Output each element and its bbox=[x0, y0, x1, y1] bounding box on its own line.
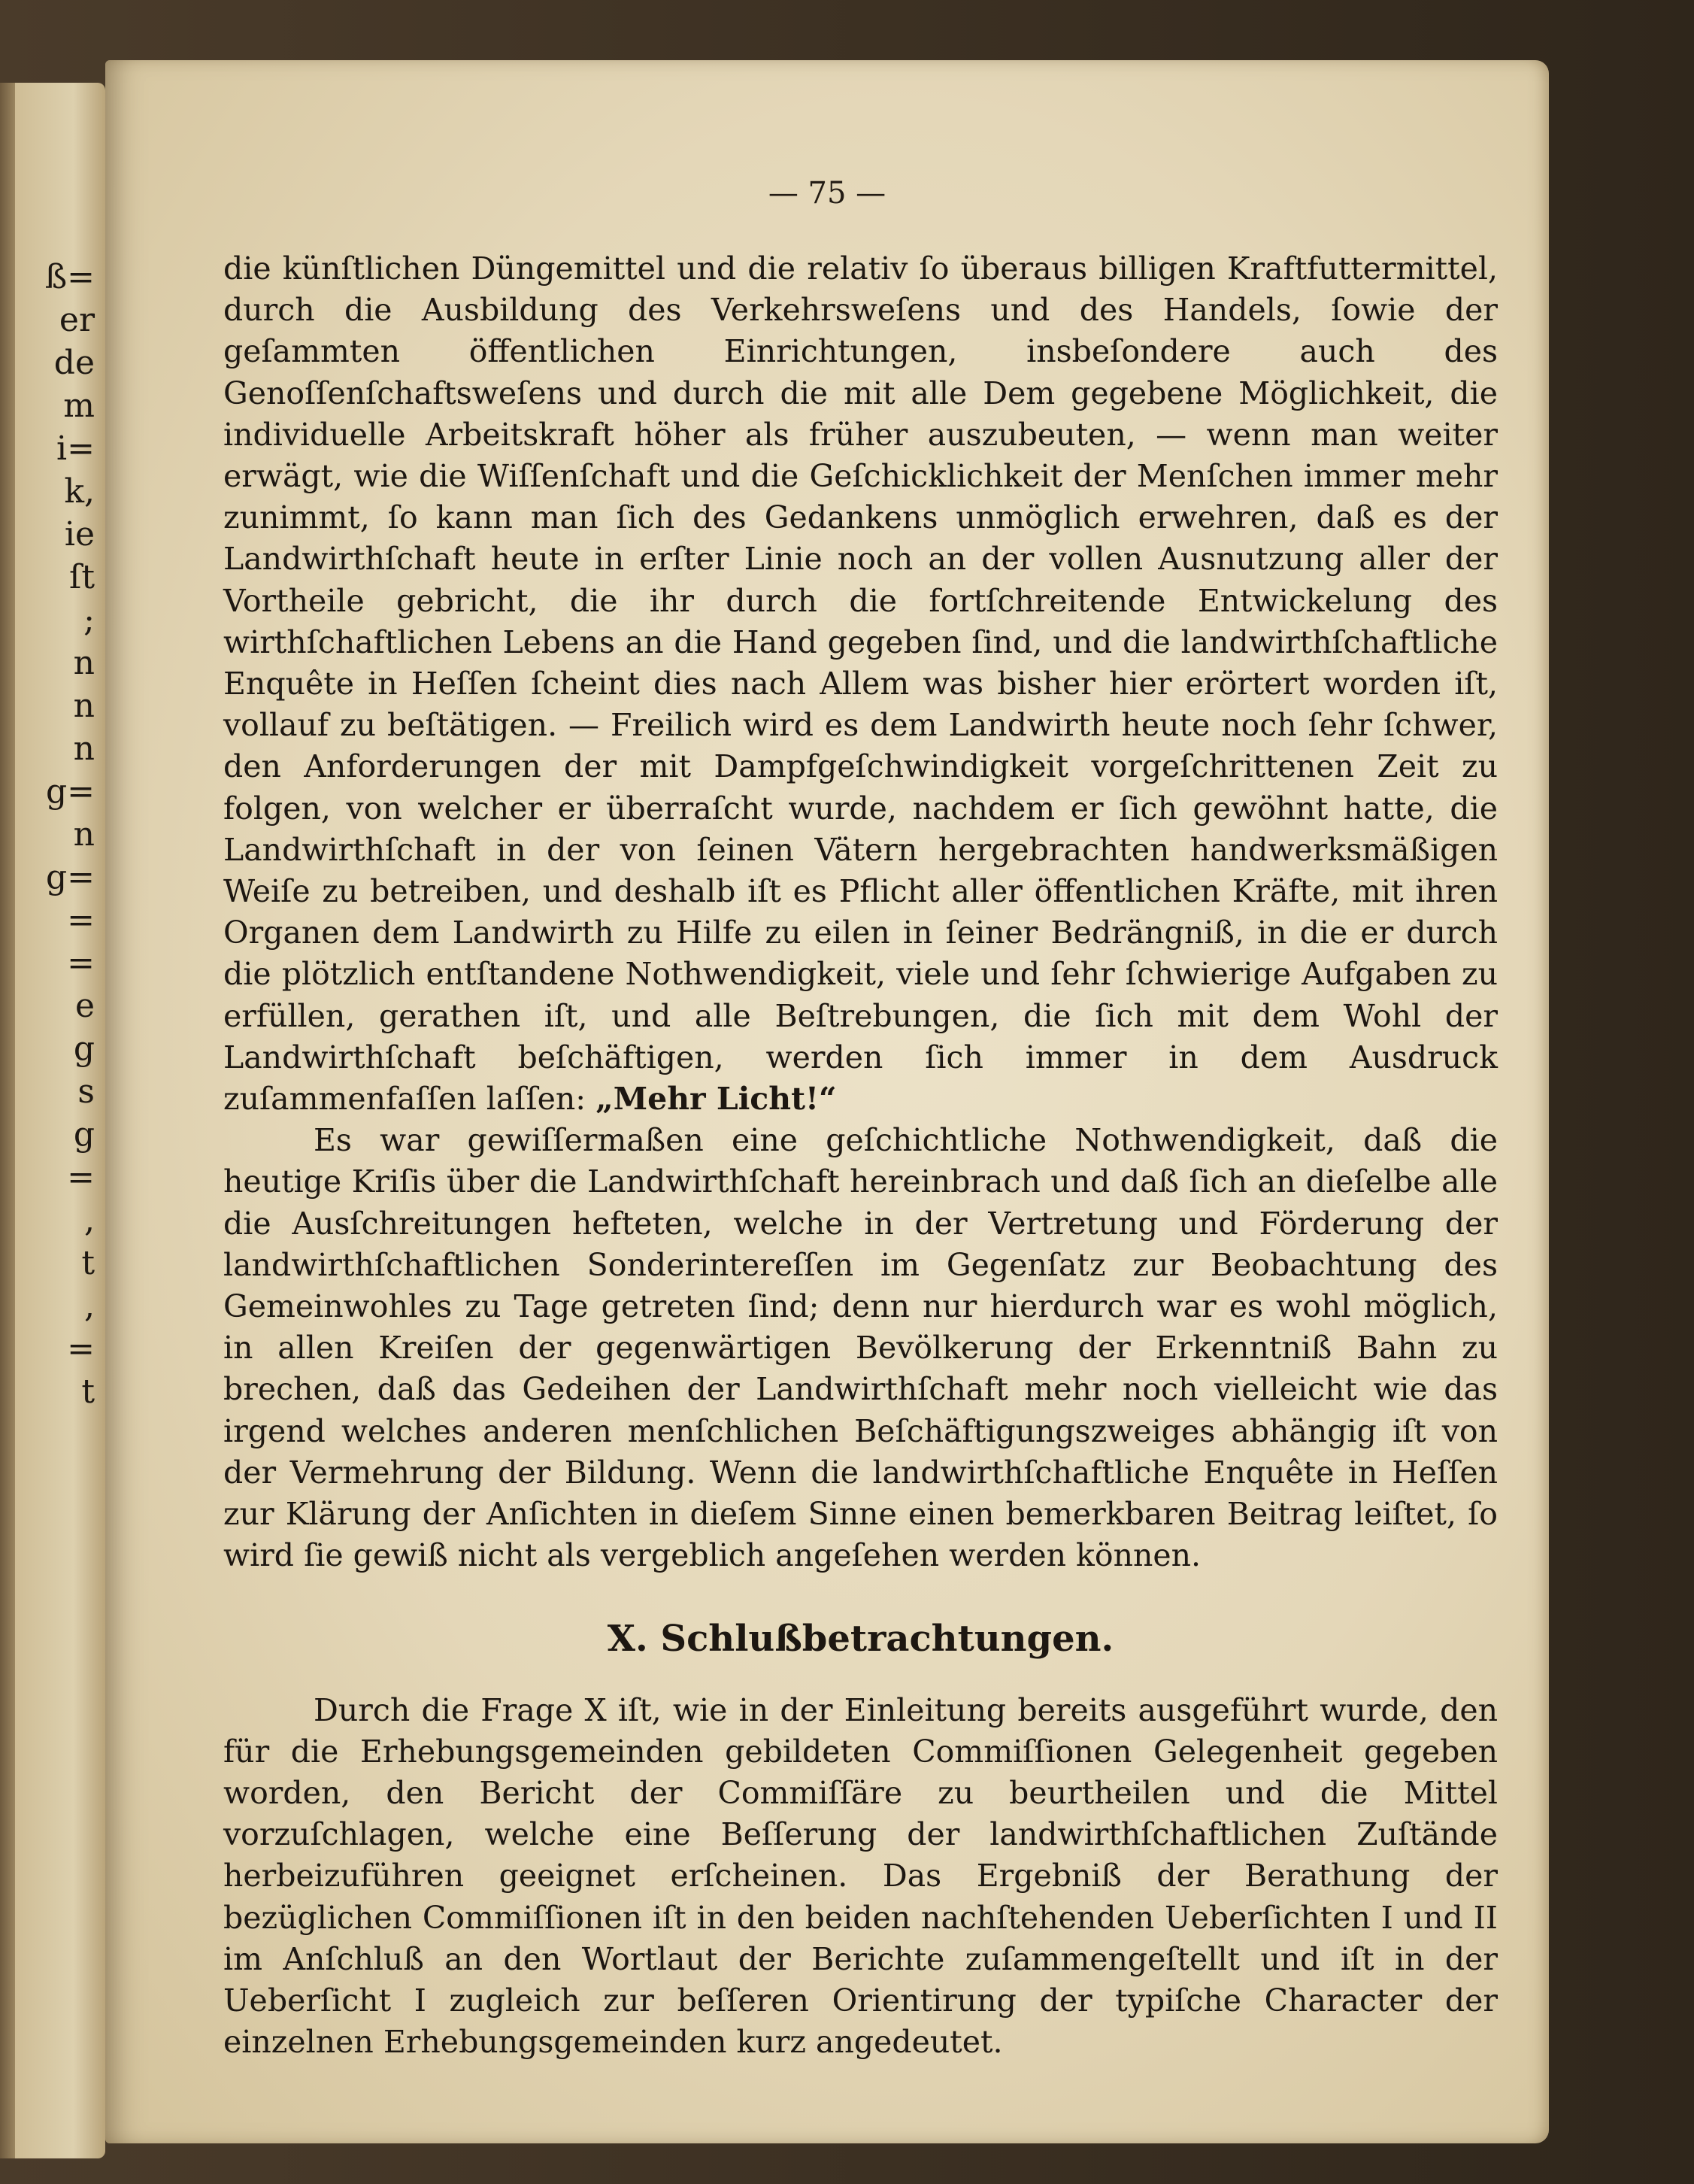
section-heading: X. Schlußbetrachtungen. bbox=[607, 1617, 1114, 1660]
left-page-fragment: s bbox=[77, 1072, 95, 1111]
left-page-fragment: ſt bbox=[69, 558, 95, 596]
body-text bbox=[223, 248, 1498, 2063]
paragraph-3: Durch die Frage X iſt, wie in der Einleitung bereits ausgeführt wurde, den für die Erhebungsgemeinden gebildeten Commiſſionen Gelegenheit gegeben worden, den Bericht der Commiſſäre zu beurtheilen und die Mittel vorzuſchlagen, welche eine Beſſerung der landwirthſchaftlichen Zuſtände herbeizuführen geeignet erſcheinen. Das Ergebniß der Berathung der bezüglichen Commiſſionen iſt in den beiden nachſtehenden Ueberſichten I und II im Anſchluß an den Wortlaut der Berichte zuſammengeſtellt und iſt in der Ueberſicht I zugleich zur beſſeren Orientirung der typiſche Character der einzelnen Erhebungsgemeinden kurz angedeutet. bbox=[223, 1691, 1498, 2061]
left-page-fragment: g bbox=[73, 1030, 95, 1068]
left-page-fragment: k, bbox=[64, 472, 95, 511]
left-page-fragment: g= bbox=[45, 772, 95, 811]
left-page-fragment: = bbox=[67, 1158, 95, 1197]
left-page-fragment: g bbox=[73, 1115, 95, 1154]
left-page-fragment: g= bbox=[45, 858, 95, 896]
left-page-fragment: , bbox=[84, 1287, 95, 1325]
left-page-fragment: ; bbox=[83, 601, 95, 639]
left-page-fragment: = bbox=[67, 901, 95, 939]
left-page-fragment: = bbox=[67, 1330, 95, 1368]
left-page-fragment: n bbox=[73, 644, 95, 682]
left-page-fragment: t bbox=[81, 1373, 95, 1411]
left-page-fragment: i= bbox=[56, 429, 95, 468]
left-page-fragment: e bbox=[74, 987, 95, 1025]
paragraph-2: Es war gewiſſermaßen eine geſchichtliche Nothwendigkeit, daß die heutige Kriſis über die Landwirthſchaft hereinbrach und daß ſich an dieſelbe alle die Ausſchreitungen hefteten, welche in der Vertretung und Förderung der landwirthſchaftlichen Sonderintereſſen im Gegenſatz zur Beobachtung des Gemeinwohles zu Tage getreten ſind; denn nur hierdurch war es wohl möglich, in allen Kreiſen der gegenwärtigen Bevölkerung der Erkenntniß Bahn zu brechen, daß das Gedeihen der Landwirthſchaft mehr noch vielleicht wie das irgend welches anderen menſchlichen Beſchäftigungszweiges abhängig iſt von der Vermehrung der Bildung. Wenn die landwirthſchaftliche Enquête in Heſſen zur Klärung der Anſichten in dieſem Sinne einen bemerkbaren Beitrag leiſtet, ſo wird ſie gewiß nicht als vergeblich angeſehen werden können. bbox=[223, 1122, 1498, 1574]
left-page-fragment: ß= bbox=[44, 258, 95, 296]
left-page-fragments bbox=[5, 256, 95, 1413]
paragraph-continuation bbox=[223, 248, 1498, 1120]
left-page-fragment: de bbox=[53, 344, 95, 382]
page-number: — 75 — bbox=[768, 176, 886, 211]
left-page-fragment: n bbox=[73, 815, 95, 854]
left-page-fragment: er bbox=[59, 301, 95, 339]
emphasis-mehr-licht: „Mehr Licht!“ bbox=[595, 1081, 837, 1118]
left-page-fragment: = bbox=[67, 944, 95, 982]
left-page-fragment: , bbox=[84, 1201, 95, 1239]
left-page-fragment: ie bbox=[64, 515, 95, 554]
left-page-fragment: n bbox=[73, 730, 95, 768]
left-page-fragment: t bbox=[81, 1244, 95, 1282]
left-page-edge bbox=[0, 83, 105, 2158]
left-page-fragment: m bbox=[63, 387, 95, 425]
book-page bbox=[105, 60, 1549, 2143]
left-page-fragment: n bbox=[73, 687, 95, 725]
paragraph-1-text: die künſtlichen Düngemittel und die relativ ſo überaus billigen Kraftfuttermittel, durch die Ausbildung des Verkehrsweſens und des Handels, ſowie der geſammten öffentlichen Einrichtungen, insbeſondere auch des Genoſſenſchaftsweſens und durch die mit alle Dem gegebene Möglichkeit, die individuelle Arbeitskraft höher als früher auszubeuten, — wenn man weiter erwägt, wie die Wiſſenſchaft und die Geſchicklichkeit der Menſchen immer mehr zunimmt, ſo kann man ſich des Gedankens unmöglich erwehren, daß es der Landwirthſchaft heute in erſter Linie noch an der vollen Ausnutzung aller der Vortheile gebricht, die ihr durch die fortſchreitende Entwickelung des wirthſchaftlichen Lebens an die Hand gegeben ſind, und die landwirthſchaftliche Enquête in Heſſen ſcheint dies nach Allem was bisher hier erörtert worden iſt, vollauf zu beſtätigen. — Freilich wird es dem Landwirth heute noch ſehr ſchwer, den Anforderungen der mit Dampfgeſchwindigkeit vorgeſchrittenen Zeit zu folgen, von welcher er überraſcht wurde, nachdem er ſich gewöhnt hatte, die Landwirthſchaft in der von ſeinen Vätern hergebrachten handwerksmäßigen Weiſe zu betreiben, und deshalb iſt es Pflicht aller öffentlichen Kräfte, mit ihren Organen dem Landwirth zu Hilfe zu eilen in ſeiner Bedrängniß, in die er durch die plötzlich entſtandene Nothwendigkeit, viele und ſehr ſchwierige Aufgaben zu erfüllen, gerathen iſt, und alle Beſtrebungen, die ſich mit dem Wohl der Landwirthſchaft beſchäftigen, werden ſich immer in dem Ausdruck zuſammenfaſſen laſſen: bbox=[223, 250, 1498, 1118]
